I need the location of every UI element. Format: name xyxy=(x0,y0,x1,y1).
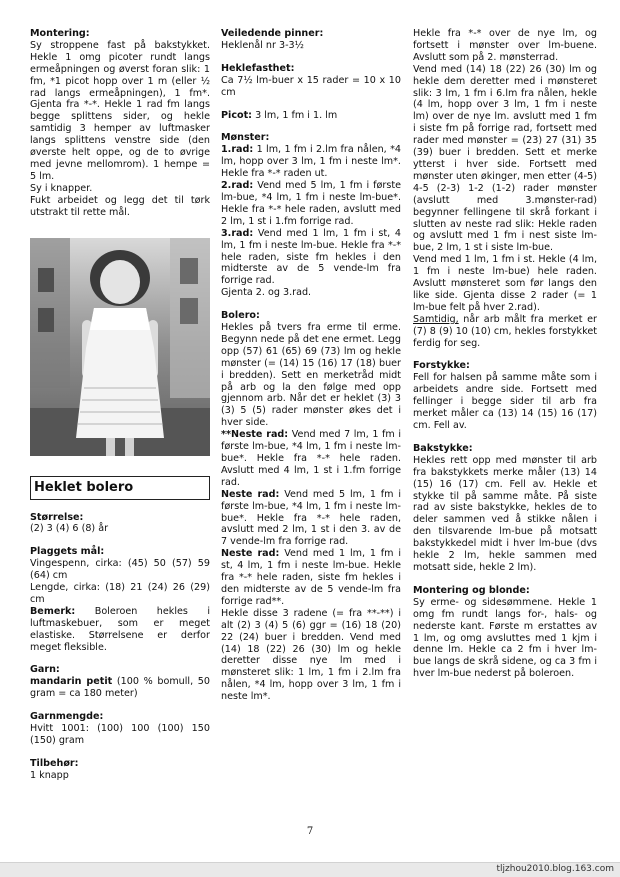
montering2-text: Sy erme- og sidesømmene. Hekle 1 omg fm rundt langs for-, hals- og nederste kant. Første m erstattes av 1 lm, og omg avsluttes med 1 kjm i denne lm. Hekle ca 2 fm i hver lm-bue langs de skrå sidene, og ca 3 fm i hver lm-bue nederst på boleroen. xyxy=(413,596,597,680)
rad1-label: 1.rad: xyxy=(221,144,254,156)
plagg-heading: Plaggets mål: xyxy=(30,546,105,558)
montering2-heading: Montering og blonde: xyxy=(413,584,530,596)
pinner-text: Heklenål nr 3-3½ xyxy=(221,39,304,51)
montering-knapper: Sy i knapper. xyxy=(30,182,93,194)
girl-photo xyxy=(30,238,210,456)
bolero-heading: Bolero: xyxy=(221,310,260,322)
neste3-text: Vend med 1 lm, 1 fm i st, 4 lm, 1 fm i neste lm-bue. Hekle fra *-* hele raden, siste fm hekles i den midterste av de 5 vende-lm fra forrige rad**. xyxy=(221,548,401,607)
garn-heading: Garn: xyxy=(30,664,60,676)
storrelse-value: (2) 3 (4) 6 (8) år xyxy=(30,523,109,535)
vend-text: Vend med (14) 18 (22) 26 (30) lm og hekle dem deretter med i mønsteret slik: 3 lm, 1 fm i 6.lm fra nålen, hekle (4 lm, hopp over 3 lm, 1 fm i neste lm) over de nye lm. avslutt med 1 fm i siste fm på forrige rad, fortsett med rader med mønster = (23) 27 (31) 35 (39) buer i bredden. Sett et merke ytterst i hver side. Fortsett med mønster uten økinger, men etter (4-5) 4-5 (2-3) 1-2 (1-2) rader mønster (avslutt med 3.mønster-rad) begynner fellingene til skrå forkant i slutten av neste rad slik: Hekle raden og avslutt med 1 fm i nest siste lm-bue, 2 lm, 1 st i siste lm-bue. xyxy=(413,63,597,254)
cont-text: Hekle fra *-* over de nye lm, og fortsett i mønster over lm-buene. Avslutt som på 2. mønsterrad. xyxy=(413,28,597,63)
bemerk-paragraph xyxy=(30,606,210,654)
heklefasthet-text: Ca 7½ lm-buer x 15 rader = 10 x 10 cm xyxy=(221,74,401,98)
samtidig-paragraph xyxy=(413,314,597,350)
bemerk-text: Boleroen hekles i luftmaskebuer, som er meget elastiske. Størrelsene er derfor meget fleksible. xyxy=(30,605,210,653)
samtidig-label: Samtidig, xyxy=(413,313,459,325)
heklefasthet-heading: Heklefasthet: xyxy=(221,62,295,74)
garnmengde-heading: Garnmengde: xyxy=(30,711,104,723)
footer-bar xyxy=(0,862,620,877)
left-column xyxy=(30,28,210,782)
hekle-disse-text: Hekle disse 3 radene (= fra **-**) i alt (2) 3 (4) 5 (6) ggr = (16) 18 (20) 22 (24) buer i bredden. Vend med (14) 18 (22) 26 (30) lm og hekle deretter disse nye lm med i mønsteret slik: 1 lm, 1 fm i 2.lm fra nålen, *4 lm, hopp over 3 lm, 1 fm i neste lm*. xyxy=(221,607,401,703)
bemerk-label: Bemerk: xyxy=(30,605,76,617)
garn-text: (100 % bomull, 50 gram = ca 180 meter) xyxy=(30,676,210,700)
monster-heading: Mønster: xyxy=(221,132,270,144)
right-column xyxy=(413,28,597,680)
rad1-text: 1 lm, 1 fm i 2.lm fra nålen, *4 lm, hopp over 3 lm, 1 fm i neste lm*. Hekle fra *-* raden ut. xyxy=(221,144,401,180)
page-number: 7 xyxy=(306,826,314,837)
section-title-box xyxy=(30,476,210,500)
rad1-paragraph xyxy=(221,144,401,180)
neste3-paragraph xyxy=(221,548,401,608)
girl-photo-illustration xyxy=(30,238,210,456)
garn-name: mandarin petit xyxy=(30,676,113,688)
rad3-paragraph xyxy=(221,228,401,288)
bakstykke-text: Hekles rett opp med mønster til arb fra bakstykkets merke måler (13) 14 (15) 16 (17) cm. Fell av. Hekle et stykke til på samme måte. På siste rad av siste bakstykke, hekles de to deler sammen ved å stikke nålen i den tilsvarende lm-bue på motsatt bakstykkedel midt i hver lm-bue (dvs hekle 2 lm, hekle sammen med motsatt side, hekle 2 lm). xyxy=(413,454,597,573)
storrelse-heading: Størrelse: xyxy=(30,511,84,523)
forstykke-heading: Forstykke: xyxy=(413,360,470,372)
neste2-label: Neste rad: xyxy=(221,488,280,500)
picot-label: Picot: xyxy=(221,109,253,121)
tilbehor-heading: Tilbehør: xyxy=(30,757,79,769)
rad3-text: Vend med 1 lm, 1 fm i st, 4 lm, 1 fm i neste lm-bue. Hekle fra *-* hele raden, siste fm hekles i den midterste av de 5 vende-lm fra forrige rad. xyxy=(221,227,401,287)
neste1-paragraph xyxy=(221,429,401,489)
rad2-text: Vend med 5 lm, 1 fm i første lm-bue, *4 lm, 1 fm i neste lm-bue*. Hekle fra *-* hele raden, avslutt med 2 lm, 1 st i 1.fm forrige rad. xyxy=(221,180,401,227)
section-title: Heklet bolero xyxy=(34,479,134,495)
plagg-lengde: Lengde, cirka: (18) 21 (24) 26 (29) cm xyxy=(30,582,210,605)
rad3-label: 3.rad: xyxy=(221,227,254,239)
pinner-heading: Veiledende pinner: xyxy=(221,28,324,39)
montering-heading: Montering: xyxy=(30,28,90,39)
plagg-vingespenn: Vingespenn, cirka: (45) 50 (57) 59 (64) cm xyxy=(30,558,210,582)
montering-fukt: Fukt arbeidet og legg det til tørk utstrakt til rette mål. xyxy=(30,194,210,218)
garnmengde-text: Hvitt 1001: (100) 100 (100) 150 (150) gram xyxy=(30,723,210,746)
tilbehor-text: 1 knapp xyxy=(30,769,69,781)
neste1-text: Vend med 7 lm, 1 fm i første lm-bue, *4 lm, 1 fm i neste lm-bue*. Hekle fra *-* hele raden. Avslutt med 4 lm, 1 st i 1.fm forrige rad. xyxy=(221,429,401,488)
middle-column xyxy=(221,28,401,703)
bakstykke-heading: Bakstykke: xyxy=(413,442,473,454)
picot-paragraph xyxy=(221,110,401,122)
montering-text: Sy stroppene fast på bakstykket. Hekle 1 omg picoter rundt langs ermeåpningen og øverst foran slik: 1 fm, *1 picot hopp over 1 m (eller ½ rad langs ermeåpningen), 1 fm*. Gjenta fra *-*. Hekle 1 rad fm langs begge splittens sider, og hekle samtidig 3 hemper av luftmasker langs splittens venstre side (den øverste helt oppe, og de to øvrige med jevne mellomrom). 1 hempe = 5 lm. xyxy=(30,39,210,182)
vend2-text: Vend med 1 lm, 1 fm i st. Hekle (4 lm, 1 fm i neste lm-bue) hele raden. Avslutt mønsteret som før langs den like side. Gjenta disse 2 rader (= 1 lm-bue felt på hver 2.rad). xyxy=(413,254,597,313)
forstykke-text: Fell for halsen på samme måte som i arbeidets andre side. Fortsett med fellinger i begge sider til arb fra merket måler ca (13) 14 (15) 16 (17) cm. Fell av. xyxy=(413,372,597,431)
neste1-label: **Neste rad: xyxy=(221,429,289,441)
picot-text: 3 lm, 1 fm i 1. lm xyxy=(255,109,338,121)
neste3-label: Neste rad: xyxy=(221,548,280,560)
samtidig-text: når arb målt fra merket er (7) 8 (9) 10 (10) cm, hekles forstykket ferdig for seg. xyxy=(413,313,597,349)
bolero-text: Hekles på tvers fra erme til erme. Begynn nede på det ene ermet. Legg opp (57) 61 (65) 69 (73) lm og hekle mønster (= (14) 15 (16) 17 (18) buer i bredden). Sett en merketråd midt på arb og la den følge med opp gjennom arb. Når det er heklet (3) 3 (3) 5 (5) rader mønster økes det i hver side. xyxy=(221,322,401,429)
gjenta-text: Gjenta 2. og 3.rad. xyxy=(221,287,312,299)
neste2-paragraph xyxy=(221,489,401,549)
footer-url: tljzhou2010.blog.163.com xyxy=(496,864,614,874)
rad2-label: 2.rad: xyxy=(221,180,254,192)
garn-paragraph xyxy=(30,676,210,700)
rad2-paragraph xyxy=(221,180,401,228)
neste2-text: Vend med 5 lm, 1 fm i første lm-bue, *4 lm, 1 fm i neste lm-bue*. Hekle fra *-* hele raden, avslutt med 2 lm, 1 st i den 3. av de 7 vende-lm fra forrige rad. xyxy=(221,488,401,548)
